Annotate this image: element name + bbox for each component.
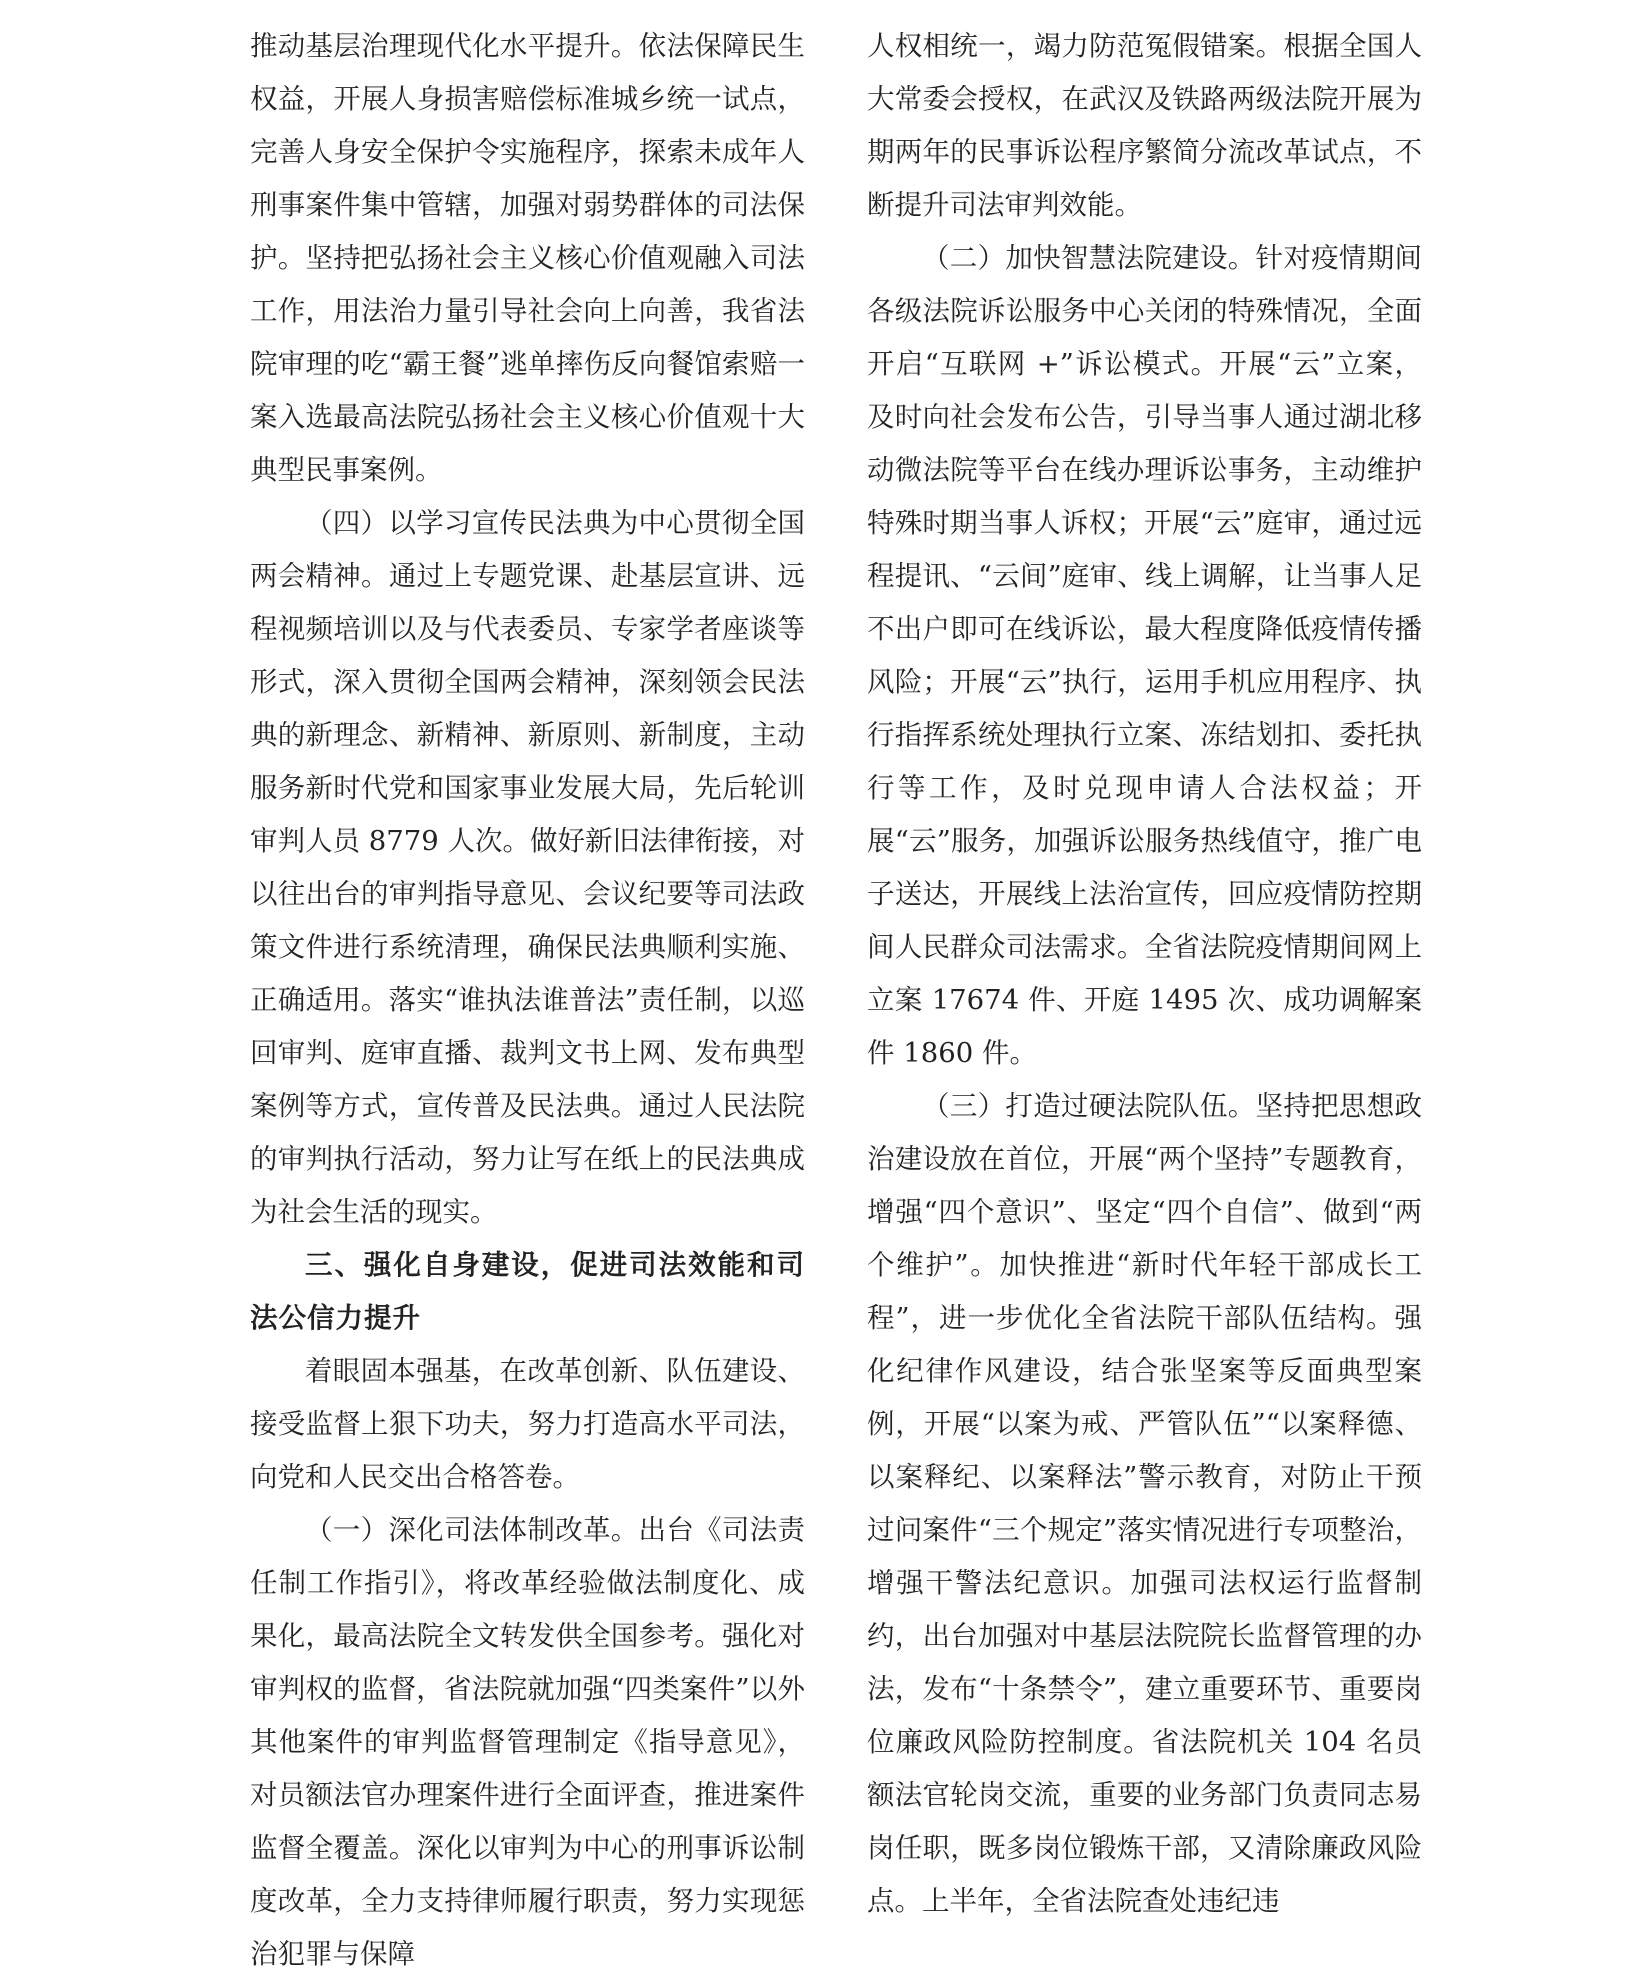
paragraph: （一）深化司法体制改革。出台《司法责任制工作指引》，将改革经验做法制度化、成果化，最高法院全文转发供全国参考。强化对审判权的监督，省法院就加强“四类案件”以外其他案件的审判监督管理制定《指导意见》，对员额法官办理案件进行全面评查，推进案件监督全覆盖。深化以审判为中心的刑事诉讼制度改革，全力支持律师履行职责，努力实现惩治犯罪与保障 [250,1514,805,1970]
section-heading: 三、强化自身建设，促进司法效能和司法公信力提升 [250,1249,805,1334]
right-column [867,20,1422,1928]
paragraph: （二）加快智慧法院建设。针对疫情期间各级法院诉讼服务中心关闭的特殊情况，全面开启“互联网 +”诉讼模式。开展“云”立案，及时向社会发布公告，引导当事人通过湖北移动微法院等平台在线办理诉讼事务，主动维护特殊时期当事人诉权；开展“云”庭审，通过远程提讯、“云间”庭审、线上调解，让当事人足不出户即可在线诉讼，最大程度降低疫情传播风险；开展“云”执行，运用手机应用程序、执行指挥系统处理执行立案、冻结划扣、委托执行等工作，及时兑现申请人合法权益；开展“云”服务，加强诉讼服务热线值守，推广电子送达，开展线上法治宣传，回应疫情防控期间人民群众司法需求。全省法院疫情期间网上立案 17674 件、开庭 1495 次、成功调解案件 1860 件。 [867,242,1422,1069]
paragraph: 着眼固本强基，在改革创新、队伍建设、接受监督上狠下功夫，努力打造高水平司法，向党和人民交出合格答卷。 [250,1355,805,1493]
left-column [250,20,805,1981]
paragraph: 人权相统一，竭力防范冤假错案。根据全国人大常委会授权，在武汉及铁路两级法院开展为期两年的民事诉讼程序繁简分流改革试点，不断提升司法审判效能。 [867,30,1422,221]
paragraph: （四）以学习宣传民法典为中心贯彻全国两会精神。通过上专题党课、赴基层宣讲、远程视频培训以及与代表委员、专家学者座谈等形式，深入贯彻全国两会精神，深刻领会民法典的新理念、新精神、新原则、新制度，主动服务新时代党和国家事业发展大局，先后轮训审判人员 8779 人次。做好新旧法律衔接，对以往出台的审判指导意见、会议纪要等司法政策文件进行系统清理，确保民法典顺利实施、正确适用。落实“谁执法谁普法”责任制，以巡回审判、庭审直播、裁判文书上网、发布典型案例等方式，宣传普及民法典。通过人民法院的审判执行活动，努力让写在纸上的民法典成为社会生活的现实。 [250,507,805,1228]
paragraph: （三）打造过硬法院队伍。坚持把思想政治建设放在首位，开展“两个坚持”专题教育，增强“四个意识”、坚定“四个自信”、做到“两个维护”。加快推进“新时代年轻干部成长工程”，进一步优化全省法院干部队伍结构。强化纪律作风建设，结合张坚案等反面典型案例，开展“以案为戒、严管队伍”“以案释德、以案释纪、以案释法”警示教育，对防止干预过问案件“三个规定”落实情况进行专项整治，增强干警法纪意识。加强司法权运行监督制约，出台加强对中基层法院院长监督管理的办法，发布“十条禁令”，建立重要环节、重要岗位廉政风险防控制度。省法院机关 104 名员额法官轮岗交流，重要的业务部门负责同志易岗任职，既多岗位锻炼干部，又清除廉政风险点。上半年，全省法院查处违纪违 [867,1090,1422,1917]
paragraph: 推动基层治理现代化水平提升。依法保障民生权益，开展人身损害赔偿标准城乡统一试点，完善人身安全保护令实施程序，探索未成年人刑事案件集中管辖，加强对弱势群体的司法保护。坚持把弘扬社会主义核心价值观融入司法工作，用法治力量引导社会向上向善，我省法院审理的吃“霸王餐”逃单摔伤反向餐馆索赔一案入选最高法院弘扬社会主义核心价值观十大典型民事案例。 [250,30,805,486]
